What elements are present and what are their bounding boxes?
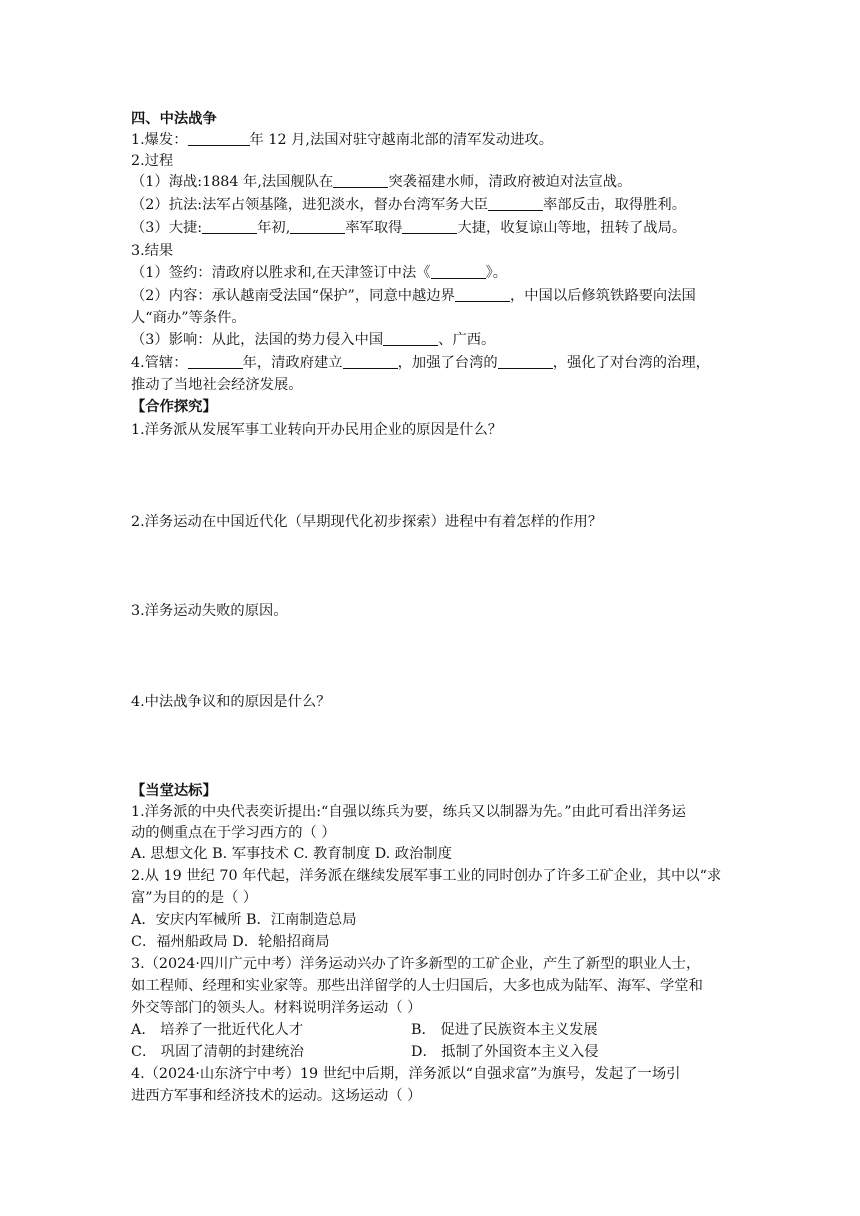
cooperation-question-1: 1.洋务派从发展军事工业转向开办民用企业的原因是什么？ — [131, 422, 503, 438]
mcq-1-stem-cont: 动的侧重点在于学习西方的（ ） — [131, 825, 336, 841]
governance-line-cont: 推动了当地社会经济发展。 — [131, 377, 303, 393]
result-heading: 3.结果 — [131, 243, 174, 259]
cooperation-heading: 【合作探究】 — [131, 399, 217, 415]
mcq-3-option-c: C． 巩固了清朝的封建统治 — [131, 1044, 304, 1060]
governance-line: 4.管辖： 年，清政府建立 ，加强了台湾的 ，强化了对台湾的治理， — [131, 355, 710, 371]
cooperation-question-4: 4.中法战争议和的原因是什么？ — [131, 694, 331, 710]
victory-line: （3）大捷: 年初, 率军取得 大捷，收复谅山等地，扭转了战局。 — [131, 220, 687, 236]
fill-blank[interactable] — [202, 218, 257, 234]
process-heading: 2.过程 — [131, 153, 174, 169]
treaty-line: （1）签约：清政府以胜求和,在天津签订中法《 》。 — [131, 265, 508, 281]
outbreak-line: 1.爆发： 年 12 月,法国对驻守越南北部的清军发动进攻。 — [131, 132, 553, 148]
cooperation-question-3: 3.洋务运动失败的原因。 — [131, 603, 288, 619]
mcq-1-options: A. 思想文化 B. 军事技术 C. 教育制度 D. 政治制度 — [131, 846, 452, 862]
mcq-2-stem-cont: 富”为目的的是（ ） — [131, 890, 258, 906]
mcq-3-option-d: D． 抵制了外国资本主义入侵 — [411, 1044, 599, 1060]
fill-blank[interactable] — [488, 195, 543, 211]
mcq-1-stem: 1.洋务派的中央代表奕䜣提出:“自强以练兵为要，练兵又以制器为先。”由此可看出洋务运 — [131, 804, 686, 820]
impact-line: （3）影响：从此，法国的势力侵入中国 、广西。 — [131, 332, 496, 348]
fill-blank[interactable] — [188, 130, 250, 146]
fill-blank[interactable] — [333, 172, 388, 188]
fill-blank[interactable] — [455, 286, 510, 302]
mcq-3-option-b: B． 促进了民族资本主义发展 — [411, 1022, 598, 1038]
mcq-3-option-a: A． 培养了一批近代化人才 — [131, 1022, 304, 1038]
mcq-3-stem: 3.（2024·四川广元中考）洋务运动兴办了许多新型的工矿企业，产生了新型的职业人士， — [131, 956, 701, 972]
mcq-4-stem: 4.（2024·山东济宁中考）19 世纪中后期，洋务派以“自强求富”为旗号，发起了一场引 — [131, 1066, 681, 1082]
mcq-2-options-ab: A．安庆内军械所 B．江南制造总局 — [131, 912, 357, 928]
classwork-heading: 【当堂达标】 — [131, 783, 217, 799]
content-line: （2）内容：承认越南受法国“保护”，同意中越边界 ，中国以后修筑铁路要向法国 — [131, 288, 696, 304]
mcq-2-stem: 2.从 19 世纪 70 年代起，洋务派在继续发展军事工业的同时创办了许多工矿企业，其中以“求 — [131, 868, 722, 884]
fill-blank[interactable] — [498, 353, 553, 369]
naval-battle-line: （1）海战:1884 年,法国舰队在 突袭福建水师，清政府被迫对法宣战。 — [131, 174, 632, 190]
fill-blank[interactable] — [290, 218, 345, 234]
mcq-3-stem-cont-2: 外交等部门的领头人。材料说明洋务运动（ ） — [131, 1000, 422, 1016]
content-line-cont: 人“商办”等条件。 — [131, 310, 246, 326]
mcq-4-stem-cont: 进西方军事和经济技术的运动。这场运动（ ） — [131, 1088, 422, 1104]
mcq-2-options-cd: C．福州船政局 D．轮船招商局 — [131, 934, 330, 950]
fill-blank[interactable] — [402, 218, 457, 234]
section-heading: 四、中法战争 — [131, 111, 217, 127]
fill-blank[interactable] — [188, 353, 243, 369]
fill-blank[interactable] — [343, 353, 398, 369]
fill-blank[interactable] — [431, 263, 486, 279]
cooperation-question-2: 2.洋务运动在中国近代化（早期现代化初步探索）进程中有着怎样的作用？ — [131, 514, 603, 530]
resistance-line: （2）抗法:法军占领基隆，进犯淡水，督办台湾军务大臣 率部反击，取得胜利。 — [131, 197, 687, 213]
mcq-3-stem-cont-1: 如工程师、经理和实业家等。那些出洋留学的人士归国后，大多也成为陆军、海军、学堂和 — [131, 978, 703, 994]
fill-blank[interactable] — [383, 330, 438, 346]
